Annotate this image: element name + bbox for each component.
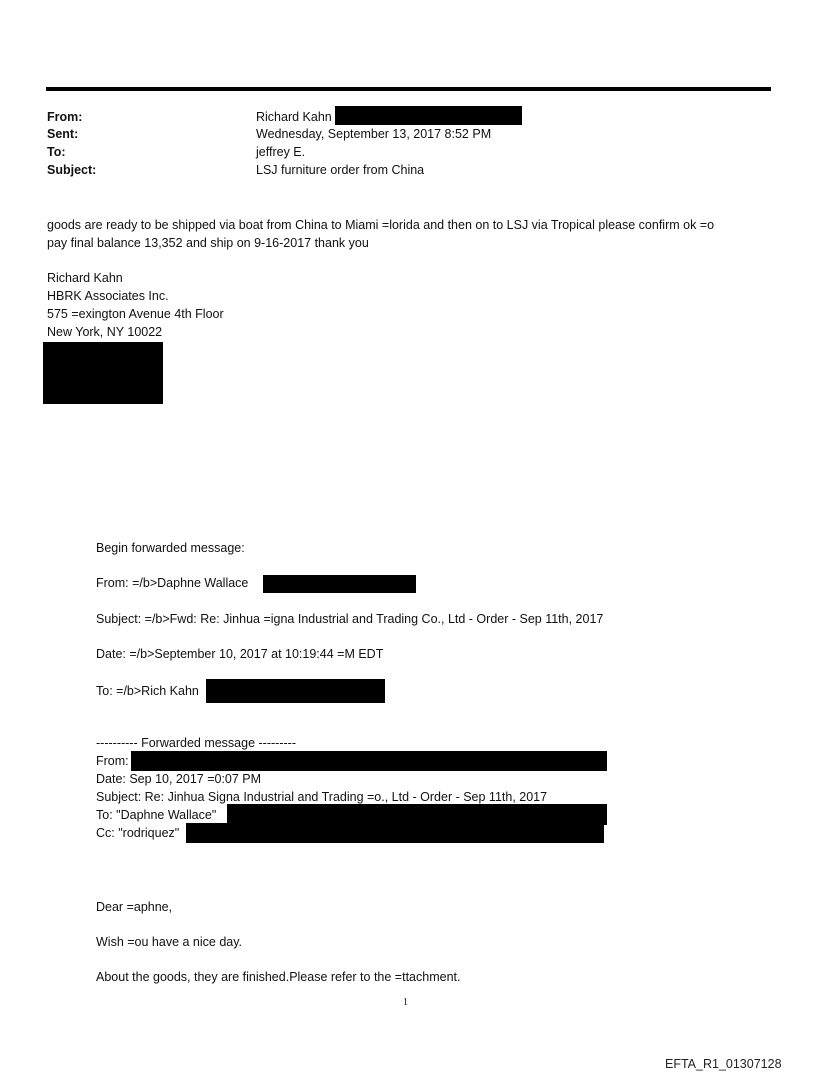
inner-from: From: <box>96 754 129 768</box>
subject-label: Subject: <box>47 163 97 177</box>
redaction-bar <box>186 823 604 843</box>
inner-to: To: "Daphne Wallace" <box>96 808 217 822</box>
signature-address-1: 575 =exington Avenue 4th Floor <box>47 307 224 321</box>
sent-value: Wednesday, September 13, 2017 8:52 PM <box>256 127 492 141</box>
redaction-bar <box>131 751 607 771</box>
sent-label: Sent: <box>47 127 79 141</box>
redaction-block <box>43 342 163 404</box>
redaction-bar <box>227 804 607 825</box>
forward-date: Date: =/b>September 10, 2017 at 10:19:44 =M EDT <box>96 647 384 661</box>
inner-subject: Subject: Re: Jinhua Signa Industrial and Trading =o., Ltd - Order - Sep 11th, 2017 <box>96 790 548 804</box>
redaction-bar <box>335 106 522 125</box>
document-id: EFTA_R1_01307128 <box>665 1057 782 1071</box>
body-line-2: pay final balance 13,352 and ship on 9-16-2017 thank you <box>47 236 369 250</box>
forward-subject: Subject: =/b>Fwd: Re: Jinhua =igna Industrial and Trading Co., Ltd - Order - Sep 11th, 2017 <box>96 612 604 626</box>
header-rule <box>46 87 771 91</box>
inner-divider: ---------- Forwarded message --------- <box>96 736 296 750</box>
from-label: From: <box>47 110 83 124</box>
letter-about: About the goods, they are finished.Please refer to the =ttachment. <box>96 970 461 984</box>
to-label: To: <box>47 145 66 159</box>
forward-begin: Begin forwarded message: <box>96 541 245 555</box>
forward-to: To: =/b>Rich Kahn <box>96 684 199 698</box>
forward-from: From: =/b>Daphne Wallace <box>96 576 249 590</box>
subject-value: LSJ furniture order from China <box>256 163 425 177</box>
inner-date: Date: Sep 10, 2017 =0:07 PM <box>96 772 262 786</box>
letter-greeting: Dear =aphne, <box>96 900 173 914</box>
body-line-1: goods are ready to be shipped via boat from China to Miami =lorida and then on to LSJ via Tropical please confirm ok =o <box>47 218 715 232</box>
inner-cc: Cc: "rodriquez" <box>96 826 180 840</box>
from-value: Richard Kahn <box>256 110 332 124</box>
signature-address-2: New York, NY 10022 <box>47 325 163 339</box>
signature-company: HBRK Associates Inc. <box>47 289 169 303</box>
to-value: jeffrey E. <box>256 145 306 159</box>
letter-wish: Wish =ou have a nice day. <box>96 935 243 949</box>
redaction-bar <box>206 679 385 703</box>
page-number: 1 <box>403 997 408 1008</box>
redaction-bar <box>263 575 416 593</box>
signature-name: Richard Kahn <box>47 271 123 285</box>
